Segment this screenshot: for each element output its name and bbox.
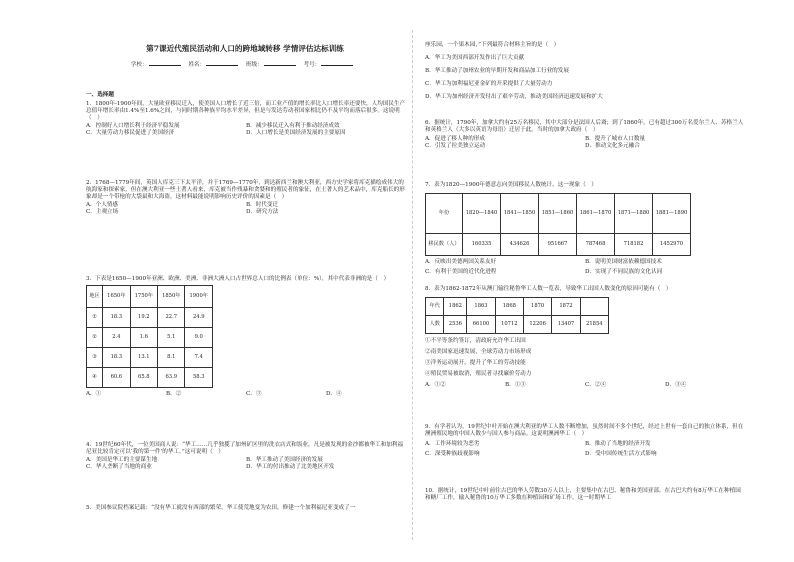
- table-header: 1871—1880: [615, 193, 653, 233]
- table-header: 1862: [444, 297, 467, 315]
- table-cell: ②: [87, 327, 103, 347]
- option-c[interactable]: C．华人垄断了当地的商业: [86, 463, 152, 470]
- exam-no-label: 考号：: [303, 62, 321, 68]
- question-1: [86, 101, 406, 137]
- section-heading: 一、选择题: [86, 92, 114, 98]
- row-label: 移民数（人）: [426, 233, 463, 255]
- school-blank[interactable]: [149, 60, 181, 66]
- question-8: [425, 286, 745, 389]
- table-cell: 2.4: [103, 327, 130, 347]
- table-header: 1750年: [130, 285, 157, 307]
- question-3: [86, 276, 406, 398]
- name-blank[interactable]: [206, 60, 238, 66]
- question-9: [425, 424, 745, 458]
- school-label: 学校：: [130, 62, 148, 68]
- table-row: [87, 367, 213, 387]
- table-cell: 65.8: [130, 367, 157, 387]
- student-info: [86, 60, 404, 69]
- table-cell: 434626: [501, 233, 539, 255]
- question-5: [86, 505, 406, 512]
- question-stem: 2．1768—1779年间，英国人库克三下太平洋，并于1769—1770年，到达新西兰和澳大利亚，西方史学家将库克描绘成伟大的航海家和探索家，但在澳大利亚一些土著人看来，库克被当作残暴和贪婪和的殖民者的象征，在土著人的艺术品中，库克船长的形象却是一个带枪的大袋鼠和大海盗。这材料最能说明影响历史评价的因素是（ ）: [86, 180, 405, 200]
- option-d[interactable]: D．实现了不同民族的文化认同: [585, 268, 663, 275]
- statement-1: ①不平等条约签订，清政府允许华工出国: [425, 337, 526, 344]
- option-a[interactable]: A．个人情感: [86, 201, 119, 208]
- option-a[interactable]: A．①②: [425, 381, 446, 388]
- option-b[interactable]: B．减少移民迁入有利于推动经济成效: [246, 122, 340, 129]
- table-cell: 13407: [552, 315, 580, 333]
- option-b[interactable]: B．②: [166, 390, 182, 397]
- table-header: 1841—1850: [501, 193, 539, 233]
- emigration-table: [425, 193, 691, 256]
- table-row: [426, 233, 691, 255]
- table-row: [87, 327, 213, 347]
- question-2: [86, 180, 406, 216]
- option-d[interactable]: D．③④: [665, 381, 687, 388]
- option-a[interactable]: A．促进了移人种的形成: [425, 135, 485, 142]
- question-stem: 9．有学者认为，19世纪中叶开始在澳大利亚的华工人数不断增加，虽然时间不多个世纪，经过上世有一套自己的独立体系，但在澳洲殖民地的中国人数少与国人参与商品。这说明澳洲华工（ ）: [425, 424, 744, 437]
- table-cell: 9.0: [185, 327, 213, 347]
- table-cell: 63.9: [158, 367, 185, 387]
- option-c[interactable]: C．③: [246, 390, 262, 397]
- table-cell: ③: [87, 347, 103, 367]
- population-table: [86, 285, 213, 388]
- table-cell: 66100: [467, 315, 495, 333]
- table-header: 1870: [523, 297, 551, 315]
- option-d[interactable]: D．人口增长是美国经济发展的主要原因: [246, 129, 346, 136]
- table-cell: 1452970: [653, 233, 691, 255]
- table-cell: 7.4: [185, 347, 213, 367]
- option-d[interactable]: D．受中国传统生活方式影响: [585, 450, 657, 457]
- table-header: 1900年: [185, 285, 213, 307]
- table-header: 1881—1890: [653, 193, 691, 233]
- table-cell: 718182: [615, 233, 653, 255]
- table-cell: ④: [87, 367, 103, 387]
- question-5-continued: [425, 42, 745, 101]
- option-c[interactable]: C．有利于美国的近代化进程: [425, 268, 497, 275]
- table-header: 1868: [495, 297, 523, 315]
- option-b[interactable]: B．①③: [505, 381, 526, 388]
- table-header: 1820—1840: [463, 193, 501, 233]
- option-a[interactable]: A．华工为美国西部开发作出了巨大贡献: [425, 54, 525, 61]
- table-header: 地区: [87, 285, 103, 307]
- table-cell: 8.1: [158, 347, 185, 367]
- option-d[interactable]: D．华工为加州经济开发付出了艰辛劳动，推动美国经济迅速发展和扩大: [425, 93, 603, 100]
- table-header: 年份: [426, 193, 463, 233]
- table-cell: 160335: [463, 233, 501, 255]
- table-cell: 22.7: [158, 307, 185, 327]
- option-a[interactable]: A．反映出美德两国关系友好: [425, 258, 497, 265]
- option-b[interactable]: B．时代变迁: [246, 201, 279, 208]
- question-stem: 3．下表是1650—1900年亚洲、欧洲、美洲、非洲大洲人口占世界总人口的比例表（单位：%），其中代表非洲的是（ ）: [86, 276, 390, 282]
- table-cell: 19.2: [130, 307, 157, 327]
- option-a[interactable]: A．①: [86, 390, 102, 397]
- statement-3: ③洋务运动展开，提升了华工的劳动技能: [425, 359, 526, 366]
- table-cell: 18.3: [103, 347, 130, 367]
- laborer-table: [425, 297, 609, 334]
- question-4: [86, 442, 406, 471]
- question-stem: 1．1800年-1900年间，大量欧亚移民迁入，使美国人口增长了近三倍，而工业产值的增长率比人口增长率还要快，人均国民生产总值年增长率由1.4%至1.6%之间，与同时期各种族平均水平差异，但是与发达劳动者国家相比仍不及平均而落后很多。这说明（ ）: [86, 101, 406, 121]
- question-stem: 6．据统计，1790年，加拿大约有25万名移民，其中大部分是法国人后裔；到了1860年，已有超过300万名爱尔兰人、苏格兰人和英格兰人（大多以英语为母语）迁居于此。当时的加拿大政府（ ）: [425, 120, 744, 133]
- table-cell: 18.3: [103, 307, 130, 327]
- class-label: 班级：: [245, 62, 263, 68]
- option-c[interactable]: C．华工为加利福尼亚金矿的开采提供了大量劳动力: [425, 80, 553, 87]
- table-row: [426, 315, 609, 333]
- option-c[interactable]: C．②④: [585, 381, 607, 388]
- table-header: 1861—1870: [577, 193, 615, 233]
- table-cell: 60.6: [103, 367, 130, 387]
- question-7: [425, 182, 745, 276]
- column-divider: [412, 30, 413, 540]
- option-a[interactable]: A．工作环境较为恶劣: [425, 440, 480, 447]
- option-b[interactable]: B．推动了当地的经济开发: [585, 440, 651, 447]
- row-label: 人数: [426, 315, 444, 333]
- table-cell: 24.9: [185, 307, 213, 327]
- class-blank[interactable]: [264, 60, 296, 66]
- table-header: 1863: [467, 297, 495, 315]
- question-10: [425, 488, 745, 502]
- table-header: 1872: [552, 297, 580, 315]
- table-cell: 21854: [580, 315, 608, 333]
- option-c[interactable]: C．引发了拉美独立运动: [425, 142, 486, 149]
- table-cell: [580, 297, 608, 315]
- option-b[interactable]: B．提升了城市人口数量: [585, 135, 646, 142]
- name-label: 姓名：: [188, 62, 206, 68]
- statement-2: ②南美国家迅速发展，全球劳动力市场形成: [425, 348, 532, 355]
- table-cell: 2536: [444, 315, 467, 333]
- table-cell: 951667: [539, 233, 577, 255]
- question-stem: 4．19世纪60年代，一位美国商人说：“华工……几乎独揽了加州矿区里的洗衣店式和饭业，凡是被发现的金沙都被华工和加利福尼亚比较肯定可以‘我的第一件’的华工。”这可说明（ ）: [86, 442, 404, 455]
- question-stem: 5．美国参议院档案记载：“没有华工就没有西部的繁荣，华工使荒地变为农田，修建一个加利福尼亚变成了一: [86, 505, 356, 511]
- table-header: 1851—1860: [539, 193, 577, 233]
- table-cell: 787468: [577, 233, 615, 255]
- table-header: 1850年: [158, 285, 185, 307]
- table-header: 年代: [426, 297, 444, 315]
- option-d[interactable]: D．④: [326, 390, 342, 397]
- table-cell: 58.3: [185, 367, 213, 387]
- page-title: 第7课近代殖民活动和人口的跨地域转移 学情评估达标训练: [146, 44, 344, 53]
- option-c[interactable]: C．主观立场: [86, 208, 119, 215]
- exam-no-blank[interactable]: [321, 60, 353, 66]
- table-cell: ①: [87, 307, 103, 327]
- table-cell: 13.1: [130, 347, 157, 367]
- option-b[interactable]: B．华工推动了美国经济的发展: [246, 456, 323, 463]
- table-cell: 12206: [523, 315, 551, 333]
- option-c[interactable]: C．深受种族歧视影响: [425, 450, 480, 457]
- table-cell: 1.6: [130, 327, 157, 347]
- table-row: [87, 347, 213, 367]
- table-header: 1650年: [103, 285, 130, 307]
- option-b[interactable]: B．说明美国财富依赖德国技术: [585, 258, 662, 265]
- question-stem: 座乐园，一个果木园，”下列最符合材料主旨的是（ ）: [425, 42, 560, 48]
- question-stem: 10．据统计，19世纪中叶前往古巴的华人劳数30万人以上，主要集中在古巴、秘鲁和美国亚部。在古巴大约有8万华工在种植园和糖厂工作，输入秘鲁的10万华工多数在种植园和矿场工作。这一时期华工: [425, 488, 741, 501]
- question-stem: 7．表为1820—1900年德意志向美国移民人数统计，这一现象（ ）: [425, 182, 597, 188]
- table-cell: 10712: [495, 315, 523, 333]
- table-row: [87, 307, 213, 327]
- statement-4: ④殖民贸易被取消，殖民者寻找廉价劳动力: [425, 370, 532, 377]
- option-d[interactable]: D．推动文化多元融合: [585, 142, 640, 149]
- option-c[interactable]: C．大量劳动力移民促进了美国经济: [86, 129, 175, 136]
- option-d[interactable]: D．研究方法: [246, 208, 279, 215]
- question-6: [425, 120, 745, 150]
- option-a[interactable]: A．美国是华工的主要谋生地: [86, 456, 158, 463]
- table-cell: 5.1: [158, 327, 185, 347]
- question-stem: 8．表为1862-1872年从澳门输往秘鲁华工人数一览表，导致华工出国人数变化的原因可能有（ ）: [425, 286, 672, 292]
- option-d[interactable]: D．华工的付出推动了北美地区开发: [246, 463, 335, 470]
- option-b[interactable]: B．华工推动了加州农业的早期开发和商品加工行业的发展: [425, 67, 569, 74]
- option-a[interactable]: A．控制好人口增长利于经济平稳发展: [86, 122, 180, 129]
